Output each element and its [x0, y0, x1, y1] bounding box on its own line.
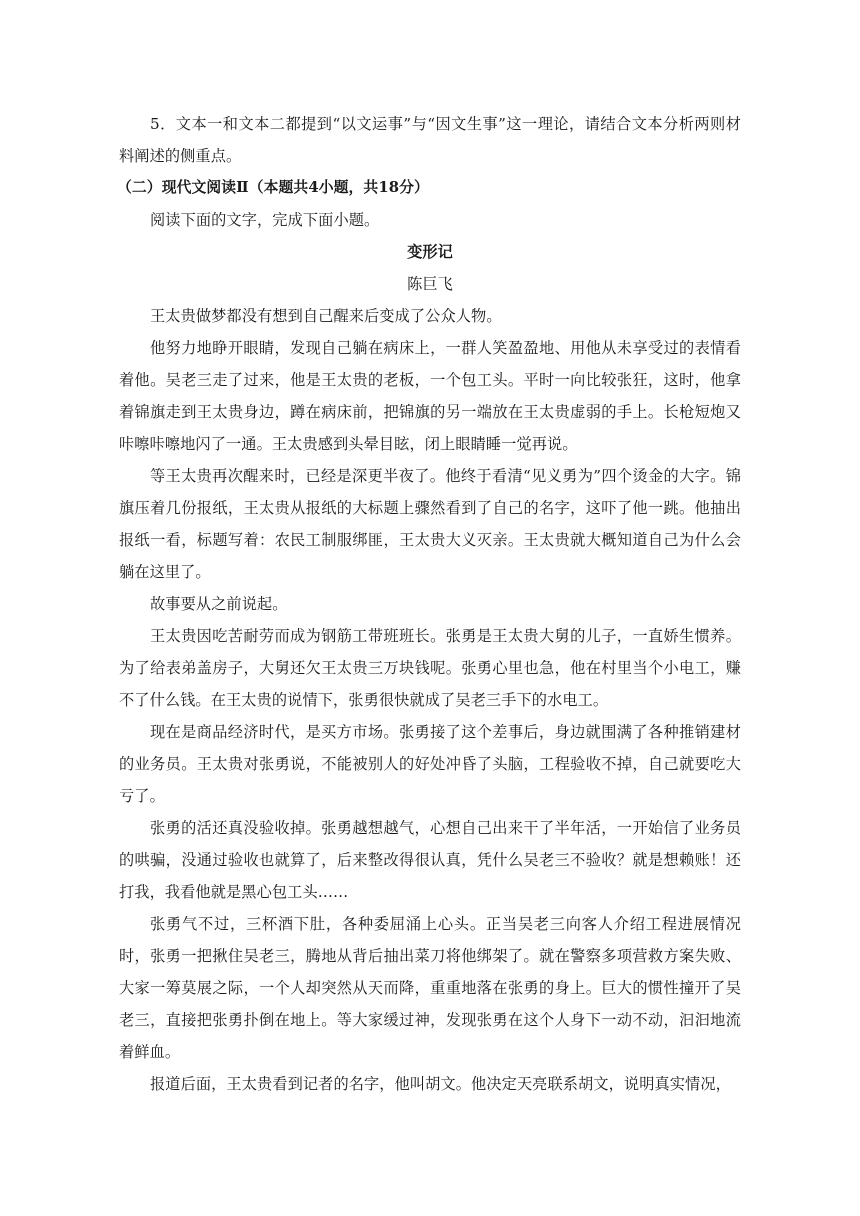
- section-heading: （二）现代文阅读Ⅱ（本题共4小题，共18分）: [117, 179, 429, 196]
- story-paragraph: 现在是商品经济时代，是买方市场。张勇接了这个差事后，身边就围满了各种推销建材的业务员。王太贵对张勇说，不能被别人的好处冲昏了头脑，工程验收不掉，自己就要吃大亏了。: [119, 723, 741, 805]
- document-body: [119, 108, 741, 1100]
- story-paragraph: 张勇的活还真没验收掉。张勇越想越气，心想自己出来干了半年活，一开始信了业务员的哄骗，没通过验收也就算了，后来整改得很认真，凭什么吴老三不验收？就是想赖账！还打我，我看他就是黑心包工头……: [119, 819, 741, 901]
- story-author: 陈巨飞: [407, 275, 453, 293]
- story-paragraph: 故事要从之前说起。: [150, 595, 288, 613]
- reading-instruction: 阅读下面的文字，完成下面小题。: [150, 211, 380, 229]
- story-paragraph: 等王太贵再次醒来时，已经是深更半夜了。他终于看清“见义勇为”四个烫金的大字。锦旗压着几份报纸，王太贵从报纸的大标题上骤然看到了自己的名字，这吓了他一跳。他抽出报纸一看，标题写着：农民工制服绑匪，王太贵大义灭亲。王太贵就大概知道自己为什么会躺在这里了。: [119, 467, 741, 581]
- story-paragraph: 王太贵做梦都没有想到自己醒来后变成了公众人物。: [150, 307, 502, 325]
- story-paragraph: 他努力地睁开眼睛，发现自己躺在病床上，一群人笑盈盈地、用他从未享受过的表情看着他。吴老三走了过来，他是王太贵的老板，一个包工头。平时一向比较张狂，这时，他拿着锦旗走到王太贵身边，蹲在病床前，把锦旗的另一端放在王太贵虚弱的手上。长枪短炮又咔嚓咔嚓地闪了一通。王太贵感到头晕目眩，闭上眼睛睡一觉再说。: [119, 339, 741, 453]
- question-5: 5．文本一和文本二都提到“以文运事”与“因文生事”这一理论，请结合文本分析两则材料阐述的侧重点。: [119, 115, 741, 165]
- story-paragraph: 王太贵因吃苦耐劳而成为钢筋工带班班长。张勇是王太贵大舅的儿子，一直娇生惯养。为了给表弟盖房子，大舅还欠王太贵三万块钱呢。张勇心里也急，他在村里当个小电工，赚不了什么钱。在王太贵的说情下，张勇很快就成了吴老三手下的水电工。: [119, 627, 741, 709]
- story-paragraph: 张勇气不过，三杯酒下肚，各种委屈涌上心头。正当吴老三向客人介绍工程进展情况时，张勇一把揪住吴老三，腾地从背后抽出菜刀将他绑架了。就在警察多项营救方案失败、大家一筹莫展之际，一个人却突然从天而降，重重地落在张勇的身上。巨大的惯性撞开了吴老三，直接把张勇扑倒在地上。等大家缓过神，发现张勇在这个人身下一动不动，汩汩地流着鲜血。: [119, 915, 741, 1061]
- story-title: 变形记: [407, 243, 453, 261]
- story-paragraph: 报道后面，王太贵看到记者的名字，他叫胡文。他决定天亮联系胡文，说明真实情况，: [150, 1075, 731, 1093]
